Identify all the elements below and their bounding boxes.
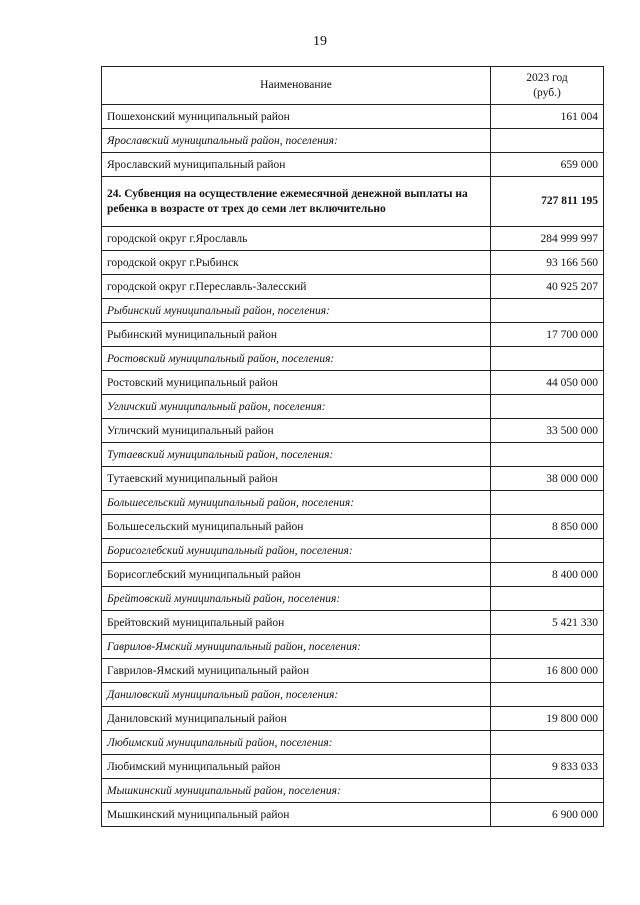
table-section-row xyxy=(102,539,604,563)
table-row xyxy=(102,227,604,251)
row-name: Брейтовский муниципальный район, поселения: xyxy=(102,587,491,611)
row-amount: 17 700 000 xyxy=(491,323,604,347)
table-row xyxy=(102,707,604,731)
row-name: Большесельский муниципальный район xyxy=(102,515,491,539)
row-amount xyxy=(491,129,604,153)
table-row xyxy=(102,323,604,347)
row-amount: 727 811 195 xyxy=(491,177,604,227)
row-amount xyxy=(491,491,604,515)
row-amount: 659 000 xyxy=(491,153,604,177)
table-section-row xyxy=(102,779,604,803)
row-amount: 44 050 000 xyxy=(491,371,604,395)
row-amount: 161 004 xyxy=(491,105,604,129)
column-header-name: Наименование xyxy=(102,67,491,105)
table-section-row xyxy=(102,683,604,707)
row-amount: 5 421 330 xyxy=(491,611,604,635)
table-section-row xyxy=(102,587,604,611)
row-name: Ростовский муниципальный район, поселения: xyxy=(102,347,491,371)
row-name: 24. Субвенция на осуществление ежемесячной денежной выплаты на ребенка в возрасте от трех до семи лет включительно xyxy=(102,177,491,227)
row-amount: 16 800 000 xyxy=(491,659,604,683)
table-section-row xyxy=(102,299,604,323)
row-amount: 19 800 000 xyxy=(491,707,604,731)
row-name: Тутаевский муниципальный район xyxy=(102,467,491,491)
table-row xyxy=(102,105,604,129)
row-name: Пошехонский муниципальный район xyxy=(102,105,491,129)
row-amount xyxy=(491,731,604,755)
table-body xyxy=(102,105,604,827)
table-section-row xyxy=(102,395,604,419)
row-amount xyxy=(491,587,604,611)
row-name: Гаврилов-Ямский муниципальный район xyxy=(102,659,491,683)
row-amount: 9 833 033 xyxy=(491,755,604,779)
row-name: Ярославский муниципальный район xyxy=(102,153,491,177)
row-name: Угличский муниципальный район xyxy=(102,419,491,443)
row-name: Даниловский муниципальный район, поселения: xyxy=(102,683,491,707)
table-section-row xyxy=(102,635,604,659)
table-row xyxy=(102,659,604,683)
table-section-row xyxy=(102,347,604,371)
row-amount xyxy=(491,443,604,467)
row-amount xyxy=(491,299,604,323)
row-amount xyxy=(491,347,604,371)
row-amount xyxy=(491,635,604,659)
row-amount: 38 000 000 xyxy=(491,467,604,491)
budget-table xyxy=(101,66,604,827)
row-name: Ростовский муниципальный район xyxy=(102,371,491,395)
table-row xyxy=(102,611,604,635)
row-name: Борисоглебский муниципальный район, поселения: xyxy=(102,539,491,563)
table-header-row xyxy=(102,67,604,105)
table-total-row xyxy=(102,177,604,227)
row-name: Большесельский муниципальный район, поселения: xyxy=(102,491,491,515)
row-amount xyxy=(491,395,604,419)
table-row xyxy=(102,755,604,779)
table-row xyxy=(102,251,604,275)
row-name: Любимский муниципальный район xyxy=(102,755,491,779)
row-name: Рыбинский муниципальный район, поселения: xyxy=(102,299,491,323)
table-row xyxy=(102,515,604,539)
table-row xyxy=(102,371,604,395)
row-amount xyxy=(491,683,604,707)
table-row xyxy=(102,467,604,491)
table-row xyxy=(102,563,604,587)
row-name: Гаврилов-Ямский муниципальный район, поселения: xyxy=(102,635,491,659)
row-amount xyxy=(491,539,604,563)
row-amount: 33 500 000 xyxy=(491,419,604,443)
row-amount: 6 900 000 xyxy=(491,803,604,827)
table-section-row xyxy=(102,491,604,515)
row-name: Ярославский муниципальный район, поселения: xyxy=(102,129,491,153)
column-header-year xyxy=(491,67,604,105)
row-amount: 40 925 207 xyxy=(491,275,604,299)
row-amount: 93 166 560 xyxy=(491,251,604,275)
row-amount: 284 999 997 xyxy=(491,227,604,251)
row-name: городской округ г.Рыбинск xyxy=(102,251,491,275)
row-amount: 8 400 000 xyxy=(491,563,604,587)
table-section-row xyxy=(102,443,604,467)
table-row xyxy=(102,153,604,177)
row-name: городской округ г.Ярославль xyxy=(102,227,491,251)
row-name: Рыбинский муниципальный район xyxy=(102,323,491,347)
row-amount: 8 850 000 xyxy=(491,515,604,539)
row-name: Мышкинский муниципальный район xyxy=(102,803,491,827)
row-name: Угличский муниципальный район, поселения: xyxy=(102,395,491,419)
table-row xyxy=(102,803,604,827)
row-name: Тутаевский муниципальный район, поселения: xyxy=(102,443,491,467)
table-header xyxy=(102,67,604,105)
table-section-row xyxy=(102,731,604,755)
row-name: Любимский муниципальный район, поселения: xyxy=(102,731,491,755)
row-name: Даниловский муниципальный район xyxy=(102,707,491,731)
page-number: 19 xyxy=(313,34,327,49)
table-row xyxy=(102,275,604,299)
table-row xyxy=(102,419,604,443)
row-amount xyxy=(491,779,604,803)
row-name: Мышкинский муниципальный район, поселения: xyxy=(102,779,491,803)
row-name: городской округ г.Переславль-Залесский xyxy=(102,275,491,299)
row-name: Борисоглебский муниципальный район xyxy=(102,563,491,587)
column-header-year-unit: (руб.) xyxy=(533,86,561,99)
table-section-row xyxy=(102,129,604,153)
row-name: Брейтовский муниципальный район xyxy=(102,611,491,635)
column-header-year-label: 2023 год xyxy=(526,71,568,84)
